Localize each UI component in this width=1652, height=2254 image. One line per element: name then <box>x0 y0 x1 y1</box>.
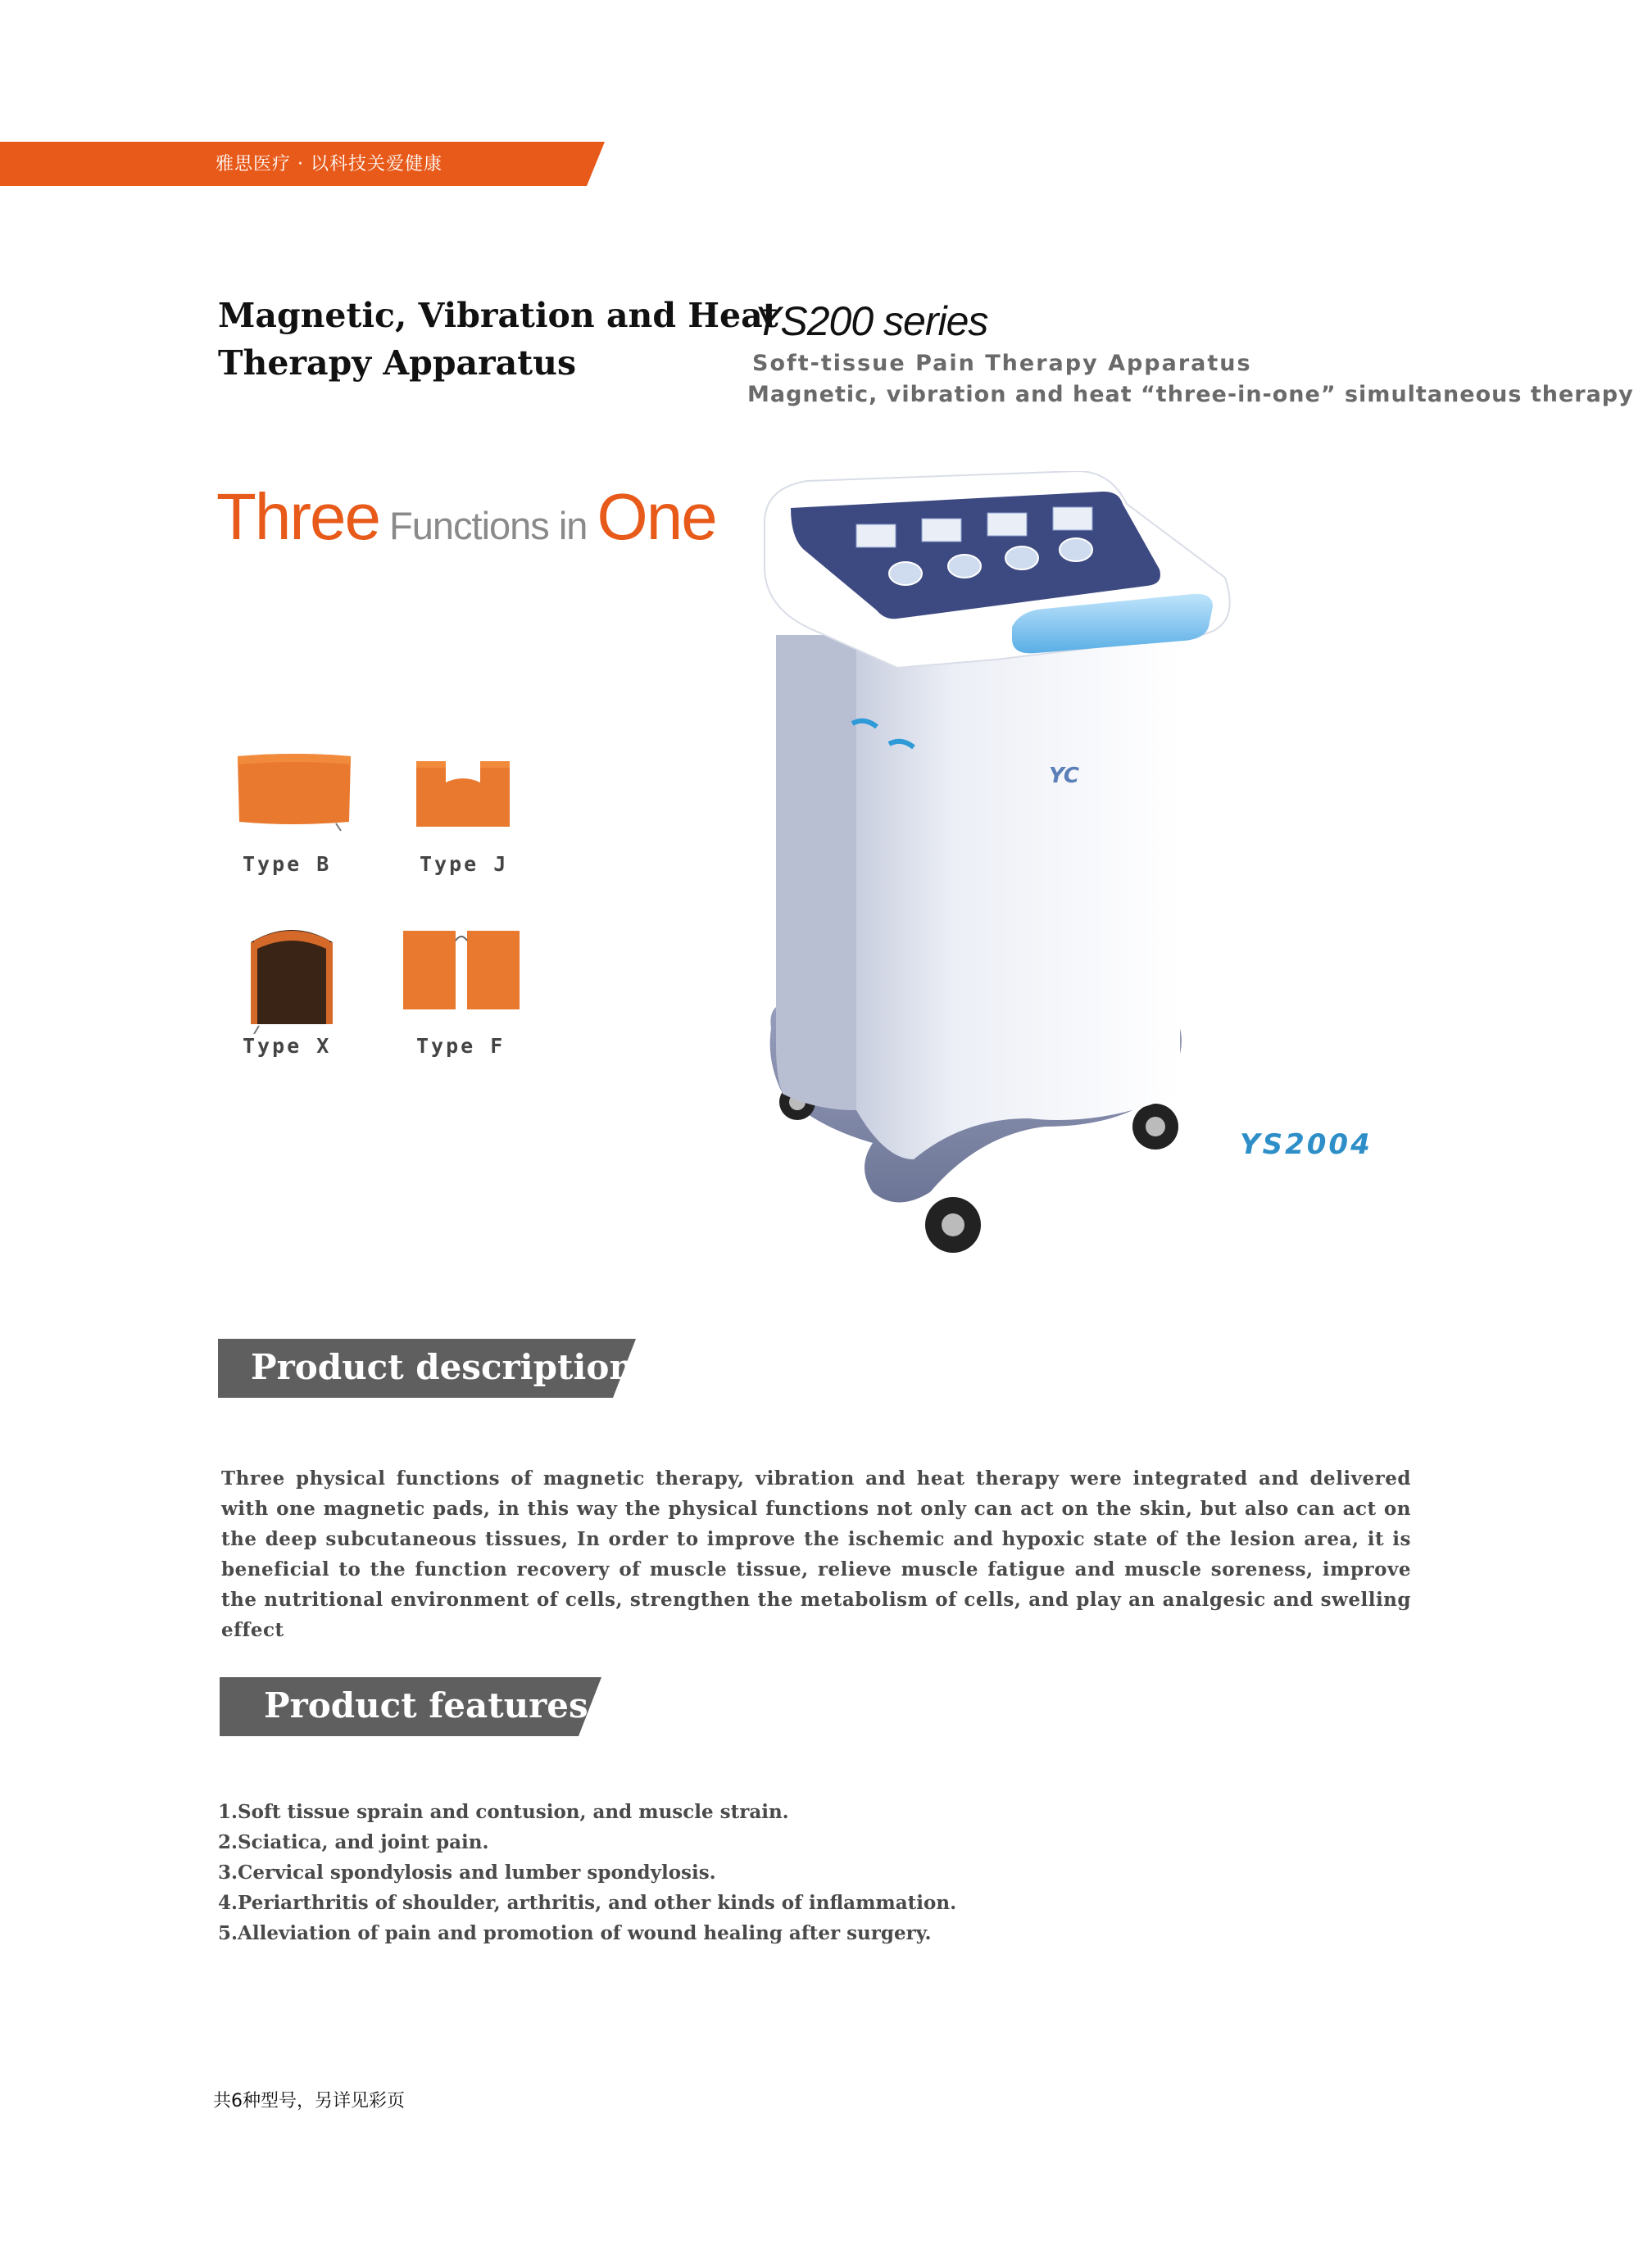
device-model-label: YS2004 <box>1240 1128 1373 1161</box>
footer-note: 共6种型号，另详见彩页 <box>213 2091 405 2111</box>
pad-type-j-image <box>410 750 516 832</box>
product-title-line2: Therapy Apparatus <box>218 343 577 383</box>
product-description-text: Three physical functions of magnetic therapy, vibration and heat therapy were integrated and delivered with one magnetic pads, in this way the physical functions not only can act on the skin, but also can act on the deep subcutaneous tissues, In order to improve the ischemic and hypoxic state of the lesion area, it is beneficial to the function recovery of muscle tissue, relieve muscle fatigue and muscle soreness, improve the nutritional environment of cells, strengthen the metabolism of cells, and play an analgesic and swelling effect <box>221 1467 1411 1641</box>
svg-text:YC: YC <box>1049 764 1079 788</box>
therapy-device-image <box>733 471 1258 1270</box>
headline-functions-in: Functions in <box>379 504 597 547</box>
series-name: YS200 series <box>754 298 988 344</box>
pad-label-type-x: Type X <box>243 1034 332 1058</box>
product-features-heading: Product features <box>264 1685 588 1726</box>
headline-three: Three <box>216 480 379 553</box>
pad-type-x-image <box>239 918 344 1034</box>
series-tagline: Magnetic, vibration and heat “three-in-one” simultaneous therapy <box>747 382 1634 407</box>
pad-label-type-f: Type F <box>416 1034 506 1058</box>
list-item: 5.Alleviation of pain and promotion of wound healing after surgery. <box>218 1922 932 1944</box>
top-banner <box>0 142 605 186</box>
pad-label-type-j: Type J <box>420 852 509 876</box>
product-description-bar <box>218 1339 636 1398</box>
headline-one: One <box>597 480 716 553</box>
series-subtitle: Soft-tissue Pain Therapy Apparatus <box>752 351 1252 376</box>
features-list <box>218 1797 956 1948</box>
pad-type-f-image <box>400 924 523 1014</box>
product-title <box>218 292 778 387</box>
product-description-heading: Product description <box>251 1347 634 1387</box>
list-item: 3.Cervical spondylosis and lumber spondylosis. <box>218 1862 716 1884</box>
pad-type-b-image <box>233 750 356 832</box>
product-title-line1: Magnetic, Vibration and Heat <box>218 296 778 335</box>
product-features-bar <box>220 1677 601 1736</box>
list-item: 4.Periarthritis of shoulder, arthritis, and other kinds of inflammation. <box>218 1892 957 1914</box>
list-item: 1.Soft tissue sprain and contusion, and muscle strain. <box>218 1801 789 1823</box>
banner-slogan: 雅思医疗 · 以科技关爱健康 <box>216 154 442 175</box>
list-item: 2.Sciatica, and joint pain. <box>218 1831 489 1853</box>
headline <box>216 479 716 555</box>
pad-label-type-b: Type B <box>243 852 332 876</box>
